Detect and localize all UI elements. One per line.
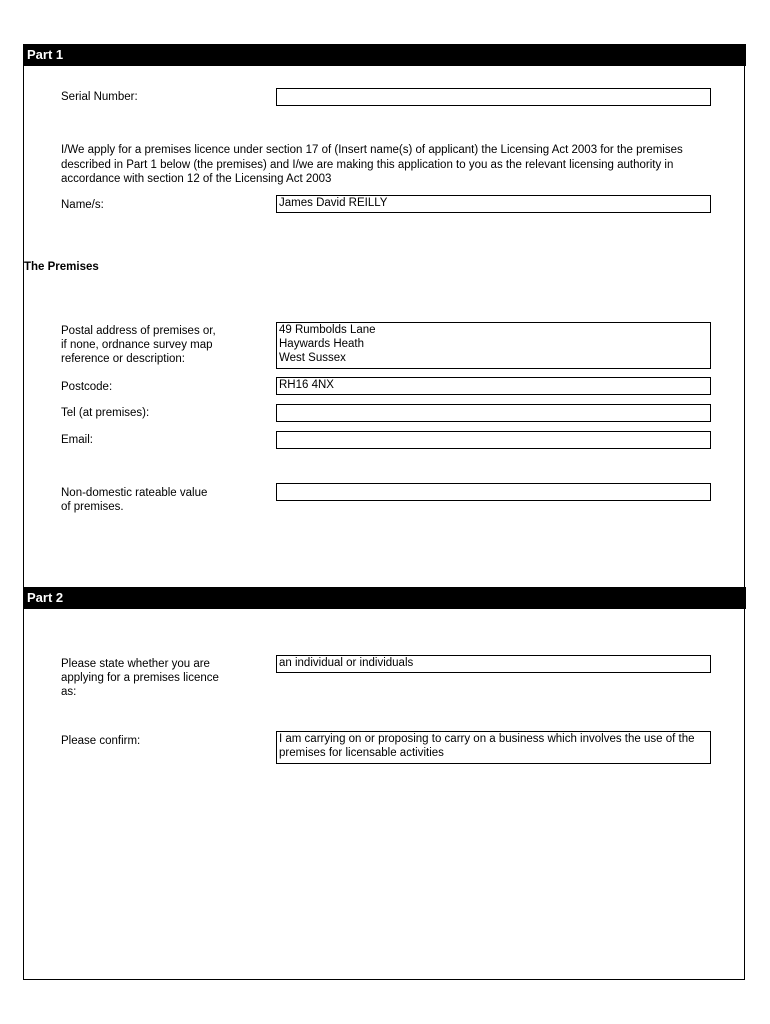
tel-label: Tel (at premises):	[61, 407, 150, 419]
rateable-value-label: Non-domestic rateable value of premises.	[61, 487, 208, 513]
email-field[interactable]	[276, 431, 711, 449]
postal-address-field[interactable]: 49 Rumbolds Lane Haywards Heath West Sussex	[276, 322, 711, 369]
names-label: Name/s:	[61, 199, 104, 211]
confirm-field[interactable]: I am carrying on or proposing to carry on a business which involves the use of the premises for licensable activities	[276, 731, 711, 764]
confirm-label: Please confirm:	[61, 735, 141, 747]
postal-address-label: Postal address of premises or, if none, ordnance survey map reference or description:	[61, 325, 216, 365]
premises-heading: The Premises	[24, 261, 99, 273]
serial-number-field[interactable]	[276, 88, 711, 106]
email-label: Email:	[61, 434, 93, 446]
names-field[interactable]: James David REILLY	[276, 195, 711, 213]
rateable-value-field[interactable]	[276, 483, 711, 501]
postcode-label: Postcode:	[61, 381, 113, 393]
applying-as-label: Please state whether you are applying for a premises licence as:	[61, 658, 219, 698]
serial-number-label: Serial Number:	[61, 91, 138, 103]
applying-as-field[interactable]: an individual or individuals	[276, 655, 711, 673]
intro-text: I/We apply for a premises licence under section 17 of (Insert name(s) of applicant) the Licensing Act 2003 for the premises described in Part 1 below (the premises) and I/we are making this application to you as the relevant licensing authority in accordance with section 12 of the Licensing Act 2003	[61, 144, 683, 185]
part2-header: Part 2	[23, 587, 746, 609]
tel-field[interactable]	[276, 404, 711, 422]
postcode-field[interactable]: RH16 4NX	[276, 377, 711, 395]
part1-header: Part 1	[23, 44, 746, 66]
